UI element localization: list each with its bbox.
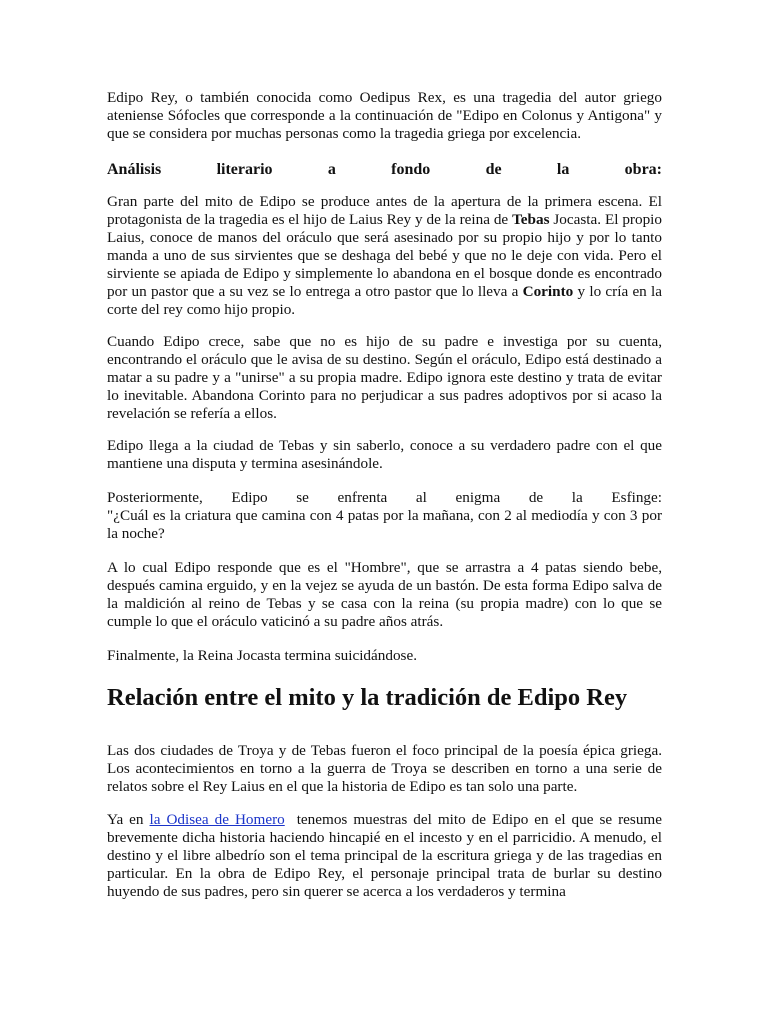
paragraph-text: Ya en: [107, 811, 150, 828]
paragraph-line: "¿Cuál es la criatura que camina con 4 patas por la mañana, con 2 al mediodía y con 3 por la noche?: [107, 507, 662, 542]
paragraph-text: Jocasta. El propio Laius, conoce de manos del oráculo que será asesinado por su propio hijo y por lo tanto manda a uno de sus sirvientes que se deshaga del bebé y que no le deje con vida. Pero el sirviente se apiada de Edipo y simplemente lo abandona en el bosque donde es encontrado por un pastor que a su vez se lo entrega a otro pastor que lo lleva a: [107, 211, 662, 300]
subheading-word: Análisis: [107, 161, 162, 178]
subheading-word: la: [556, 161, 570, 178]
paragraph-text: Cuando Edipo crece, sabe que no es hijo de su padre e investiga por su cuenta, encontrando el oráculo que le avisa de su destino. Según el oráculo, Edipo está destinado a matar a su padre y a "unirse" a su propia madre. Edipo ignora este destino y trata de evitar lo inevitable. Abandona Corinto para no perjudicar a sus padres adoptivos por si acaso la revelación se refería a ellos.: [107, 333, 662, 422]
subheading-word: literario: [216, 161, 273, 178]
paragraph-respuesta: [107, 559, 662, 631]
section-heading: Relación entre el mito y la tradición de Edipo Rey: [107, 684, 628, 711]
subheading-word: obra:: [624, 161, 662, 178]
paragraph-oraculo: [107, 333, 662, 423]
paragraph-text: Edipo llega a la ciudad de Tebas y sin saberlo, conoce a su verdadero padre con el que mantiene una disputa y termina asesinándole.: [107, 437, 662, 472]
intro-text: Edipo Rey, o también conocida como Oedipus Rex, es una tragedia del autor griego ateniense Sófocles que corresponde a la continuación de "Edipo en Colonus y Antigona" y que se considera por muchas personas como la tragedia griega por excelencia.: [107, 89, 662, 142]
paragraph-tebas: [107, 437, 662, 473]
subheading-word: a: [327, 161, 336, 178]
paragraph-text: Finalmente, la Reina Jocasta termina suicidándose.: [107, 647, 417, 664]
paragraph-text: Gran parte del mito de Edipo se produce antes de la apertura de la primera escena. El protagonista de la tragedia es el hijo de Laius Rey y de la reina de: [107, 193, 662, 228]
bold-term-tebas: Tebas: [512, 211, 550, 228]
paragraph-text: Las dos ciudades de Troya y de Tebas fueron el foco principal de la poesía épica griega. Los acontecimientos en torno a la guerra de Troya se describen en torno a una serie de relatos sobre el Rey Laius en el que la historia de Edipo es tan solo una parte.: [107, 742, 662, 795]
paragraph-troya: [107, 742, 662, 796]
odisea-link[interactable]: la Odisea de Homero: [149, 811, 285, 828]
subheading-word: fondo: [391, 161, 431, 178]
paragraph-odisea: [107, 811, 666, 901]
paragraph-esfinge: [107, 489, 662, 543]
subheading-word: de: [485, 161, 502, 178]
bold-term-corinto: Corinto: [522, 283, 574, 300]
section-subheading: [107, 160, 662, 180]
intro-paragraph: [107, 89, 662, 143]
paragraph-text: tenemos muestras del mito de Edipo en el que se resume brevemente dicha historia haciendo hincapié en el incesto y en el parricidio. A menudo, el destino y el libre albedrío son el tema principal de la escritura griega y de las tragedias en particular. En la obra de Edipo Rey, el personaje principal trata de burlar su destino huyendo de sus padres, pero sin querer se acerca a los verdaderos y termina: [107, 811, 666, 900]
paragraph-text: y lo cría en la corte del rey como hijo propio.: [107, 283, 662, 318]
paragraph-line: Posteriormente, Edipo se enfrenta al enigma de la Esfinge:: [107, 489, 662, 506]
paragraph-mito: [107, 193, 662, 319]
paragraph-final: [107, 647, 662, 665]
paragraph-text: A lo cual Edipo responde que es el "Hombre", que se arrastra a 4 patas siendo bebe, después camina erguido, y en la vejez se ayuda de un bastón. De esta forma Edipo salva de la maldición al reino de Tebas y se casa con la reina (su propia madre) con lo que se cumple lo que el oráculo vaticinó a su padre años atrás.: [107, 559, 662, 630]
